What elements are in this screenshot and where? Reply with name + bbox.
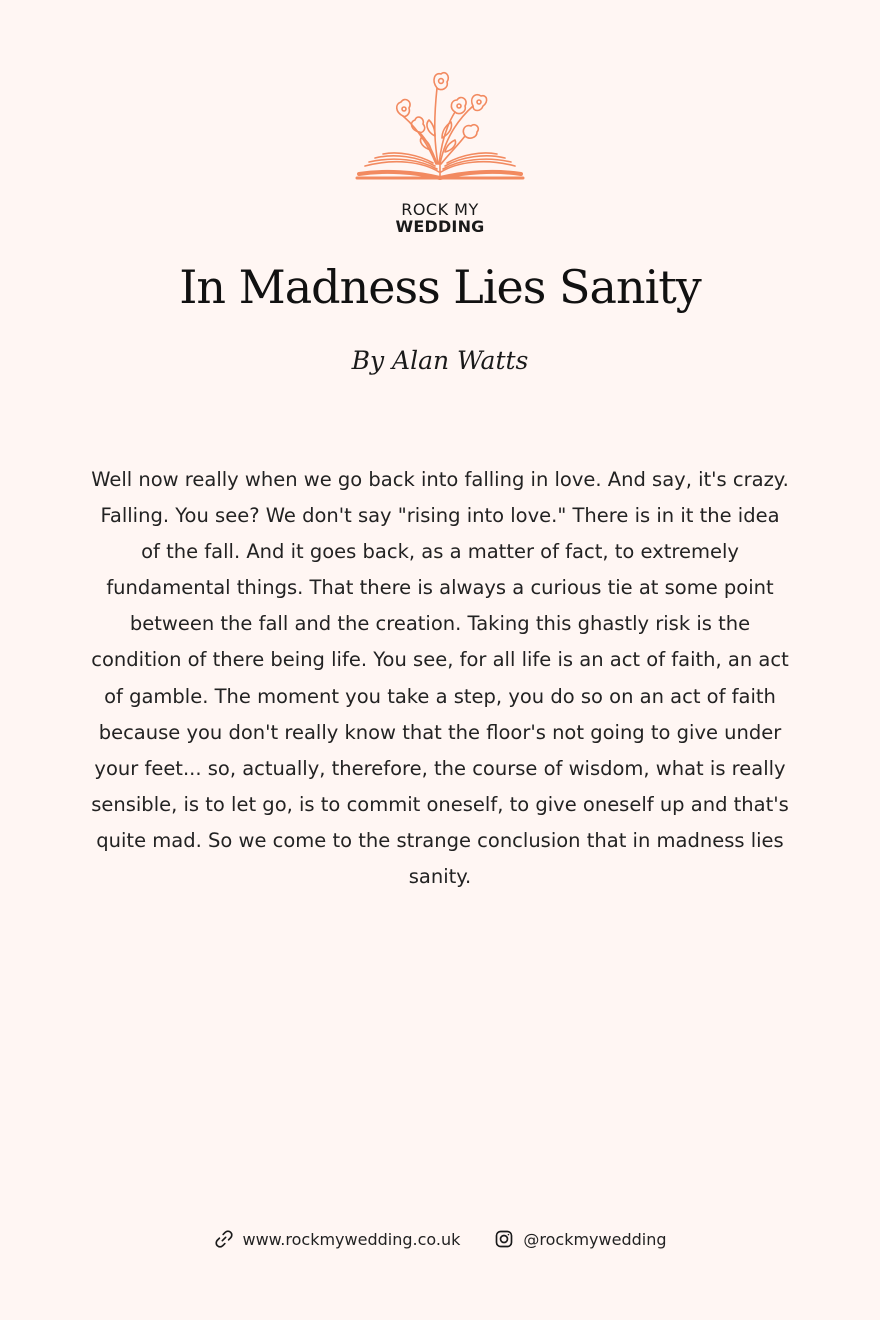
logo — [0, 66, 880, 186]
author-byline: By Alan Watts — [351, 346, 529, 375]
footer — [0, 1229, 880, 1249]
brand-wordmark — [0, 202, 880, 235]
instagram-handle[interactable]: @rockmywedding — [523, 1229, 667, 1249]
instagram-link[interactable] — [494, 1229, 666, 1249]
page-title: In Madness Lies Sanity — [179, 260, 701, 314]
brand-line-2: WEDDING — [395, 217, 485, 236]
website-url[interactable]: www.rockmywedding.co.uk — [242, 1229, 461, 1249]
open-book-flowers-icon — [345, 66, 535, 186]
quote-body: Well now really when we go back into falling in love. And say, it's crazy. Falling. You see? We don't say "rising into love." There is in it the idea of the fall. And it goes back, as a matter of fact, to extremely fundamental things. That there is always a curious tie at some point between the fall and the creation. Taking this ghastly risk is the condition of there being life. You see, for all life is an act of faith, an act of gamble. The moment you take a step, you do so on an act of faith because you don't really know that the floor's not going to give under your feet... so, actually, therefore, the course of wisdom, what is really sensible, is to let go, is to commit oneself, to give oneself up and that's quite mad. So we come to the strange conclusion that in madness lies sanity. — [91, 468, 789, 889]
link-icon — [214, 1229, 234, 1249]
website-link[interactable] — [214, 1229, 461, 1249]
brand-line-1: ROCK MY — [401, 200, 479, 219]
instagram-icon — [494, 1229, 514, 1249]
